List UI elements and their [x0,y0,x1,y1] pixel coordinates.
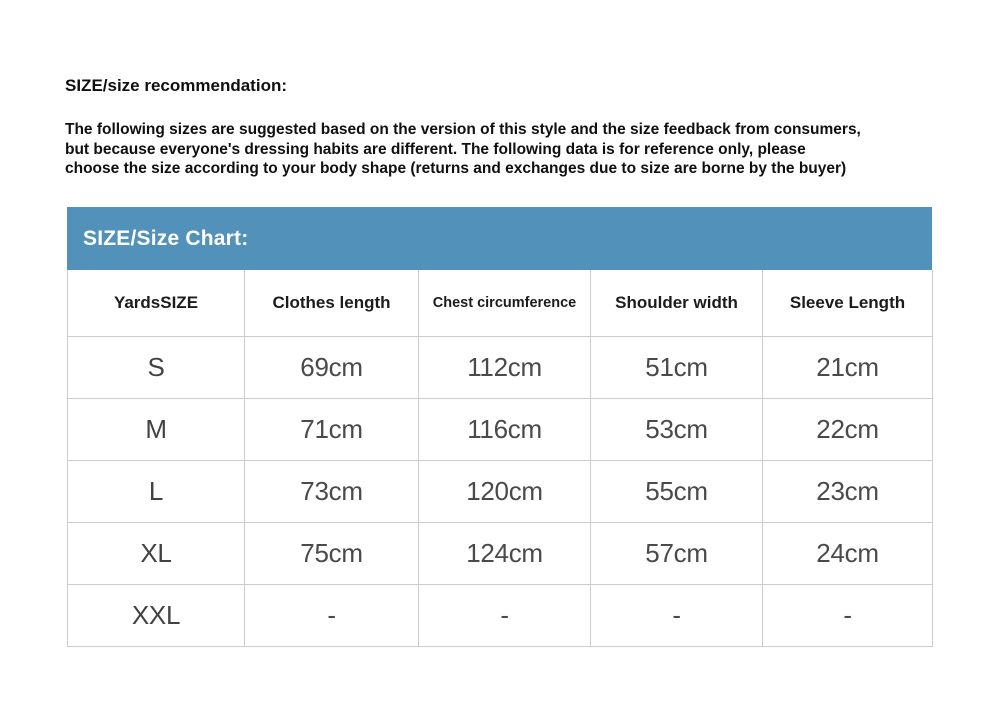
table-row [68,337,933,399]
cell-chest-circumference: 120cm [419,461,591,523]
text-line: but because everyone's dressing habits are different. The following data is for reference only, please [65,140,806,158]
cell-sleeve-length: - [763,585,933,647]
cell-sleeve-length: 21cm [763,337,933,399]
cell-clothes-length: 71cm [245,399,419,461]
cell-shoulder-width: - [591,585,763,647]
table-header-row [68,270,933,337]
cell-chest-circumference: 124cm [419,523,591,585]
column-header-chest-circumference: Chest circumference [419,270,591,337]
cell-size: L [68,461,245,523]
cell-sleeve-length: 23cm [763,461,933,523]
size-chart-section [67,207,932,647]
cell-clothes-length: - [245,585,419,647]
size-chart-title: SIZE/Size Chart: [83,226,249,250]
cell-clothes-length: 69cm [245,337,419,399]
cell-chest-circumference: - [419,585,591,647]
cell-shoulder-width: 55cm [591,461,763,523]
cell-clothes-length: 75cm [245,523,419,585]
column-header-sleeve-length: Sleeve Length [763,270,933,337]
cell-chest-circumference: 112cm [419,337,591,399]
cell-shoulder-width: 53cm [591,399,763,461]
cell-sleeve-length: 24cm [763,523,933,585]
size-chart-table [67,270,933,647]
cell-size: XL [68,523,245,585]
cell-size: M [68,399,245,461]
cell-chest-circumference: 116cm [419,399,591,461]
cell-shoulder-width: 51cm [591,337,763,399]
cell-size: S [68,337,245,399]
size-recommendation-heading: SIZE/size recommendation: [65,76,287,95]
column-header-yards-size: YardsSIZE [68,270,245,337]
column-header-clothes-length: Clothes length [245,270,419,337]
table-row [68,461,933,523]
size-chart-header-bar [67,207,932,270]
cell-sleeve-length: 22cm [763,399,933,461]
size-recommendation-text [65,120,945,179]
cell-clothes-length: 73cm [245,461,419,523]
column-header-shoulder-width: Shoulder width [591,270,763,337]
table-row [68,585,933,647]
table-row [68,399,933,461]
table-row [68,523,933,585]
text-line: choose the size according to your body shape (returns and exchanges due to size are borne by the buyer) [65,160,847,177]
cell-size: XXL [68,585,245,647]
cell-shoulder-width: 57cm [591,523,763,585]
text-line: The following sizes are suggested based on the version of this style and the size feedback from consumers, [65,121,861,138]
